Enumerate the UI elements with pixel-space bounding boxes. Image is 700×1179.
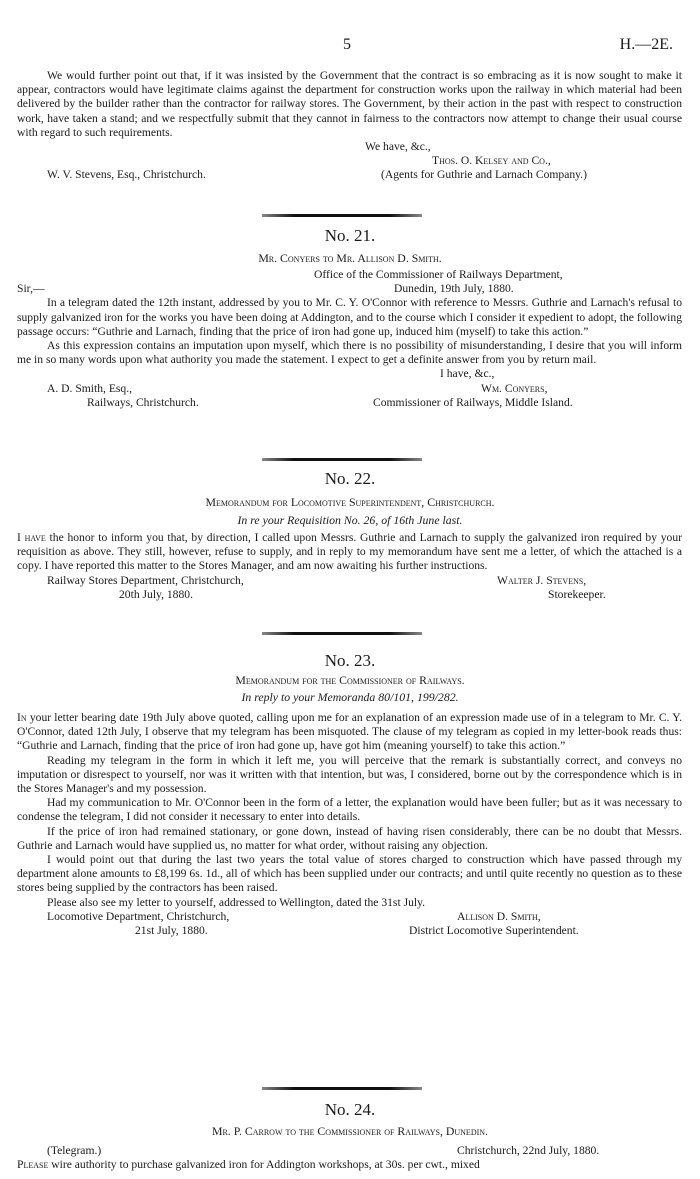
no22-place-row bbox=[17, 574, 682, 588]
no21-office-row bbox=[17, 268, 682, 282]
no23-para4: If the price of iron had remained stationary, or gone down, instead of having risen considerably, there can be no doubt that Messrs. Guthrie and Larnach would have supplied us, no matter for what order, without raising any objection. bbox=[17, 824, 682, 852]
no22-reference: In re your Requisition No. 26, of 16th June last. bbox=[237, 513, 463, 527]
no21-letter bbox=[17, 268, 682, 410]
intro-signer-role: (Agents for Guthrie and Larnach Company.) bbox=[381, 168, 587, 182]
no21-closing: I have, &c., bbox=[440, 367, 495, 381]
no23-body: your letter bearing date 19th July above quoted, calling upon me for an explanation of an expression made use of in a telegram to Mr. C. Y. O'Connor, dated 12th July, I observe that my telegram has been misquoted. The clause of my telegram as copied in my letter-book reads thus: “Guthrie and Larnach, finding that the price of iron had gone up, have got him (meaning yourself) to take this action.” bbox=[17, 711, 682, 753]
no23-para2: Reading my telegram in the form in which it left me, you will perceive that the remark is substantially correct, and conveys no imputation or disrespect to yourself, nor was it written with that intention, but was, I considered, borne out by the correspondence which is in the Stores Manager's and my possession. bbox=[17, 753, 682, 796]
no21-signer-role: Commissioner of Railways, Middle Island. bbox=[373, 395, 573, 409]
no21-title: No. 21. bbox=[324, 226, 376, 245]
no23-date-row bbox=[17, 924, 682, 938]
no23-title: No. 23. bbox=[324, 651, 376, 670]
no21-addressee-row bbox=[17, 382, 682, 396]
no24-body: wire authority to purchase galvanized iron for Addington workshops, at 30s. per cwt., mixed bbox=[51, 1158, 480, 1172]
no22-signer: Walter J. Stevens, bbox=[497, 573, 587, 587]
no21-date-row bbox=[17, 282, 682, 296]
no21-salutation: Sir,— bbox=[17, 282, 45, 296]
no22-date-row bbox=[17, 588, 682, 602]
intro-addressee: W. V. Stevens, Esq., Christchurch. bbox=[47, 168, 206, 182]
no24-header-row bbox=[17, 1144, 682, 1158]
no21-role-row bbox=[17, 396, 682, 410]
no22-subtitle: Memorandum for Locomotive Superintendent, Christchurch. bbox=[205, 495, 495, 509]
intro-signer: Thos. O. Kelsey and Co., bbox=[432, 154, 551, 168]
no22-memo bbox=[17, 531, 682, 602]
no23-subtitle: Memorandum for the Commissioner of Railways. bbox=[235, 673, 465, 687]
no22-date: 20th July, 1880. bbox=[119, 587, 193, 601]
no23-date: 21st July, 1880. bbox=[135, 924, 208, 938]
no22-paragraph bbox=[17, 531, 682, 574]
no21-para2: As this expression contains an imputation upon myself, which there is no possibility of misunderstanding, I desire that you will inform me in so many words upon what authority you made the statement. I expect to get a definite answer from you by return mail. bbox=[17, 338, 682, 367]
intro-signer-row bbox=[17, 154, 682, 168]
no23-para1 bbox=[17, 711, 682, 754]
no21-office: Office of the Commissioner of Railways Department, bbox=[314, 268, 563, 281]
no21-subtitle: Mr. Conyers to Mr. Allison D. Smith. bbox=[258, 251, 442, 265]
no24-telegram bbox=[17, 1144, 682, 1172]
intro-paragraph: We would further point out that, if it was insisted by the Government that the contract is so embracing as it is now sought to make it appear, contractors would have legitimate claims against the department for construction works upon the railway in which material had been delivered by the builder rather than the contractor for railway stores. The Government, by their action in the past with respect to construction work, have taken a stand; and we respectfully submit that they cannot in fairness to the contractors now attempt to change their usual course with regard to such requirements. bbox=[17, 69, 682, 139]
no21-addressee1: A. D. Smith, Esq., bbox=[47, 381, 133, 395]
no22-lead: I have bbox=[17, 531, 46, 544]
intro-closing: We have, &c., bbox=[365, 140, 431, 154]
no23-place: Locomotive Department, Christchurch, bbox=[47, 909, 230, 923]
section-divider bbox=[262, 214, 422, 217]
no24-date: Christchurch, 22nd July, 1880. bbox=[457, 1144, 600, 1157]
no24-subtitle: Mr. P. Carrow to the Commissioner of Railways, Dunedin. bbox=[211, 1124, 488, 1138]
no21-closing-row bbox=[17, 367, 682, 381]
no24-title: No. 24. bbox=[324, 1100, 376, 1119]
no21-date: Dunedin, 19th July, 1880. bbox=[394, 282, 514, 296]
no22-place: Railway Stores Department, Christchurch, bbox=[47, 573, 244, 587]
no23-para6: Please also see my letter to yourself, addressed to Wellington, dated the 31st July. bbox=[47, 895, 426, 909]
intro-addressee-row bbox=[17, 168, 682, 182]
no21-para1: In a telegram dated the 12th instant, addressed by you to Mr. C. Y. O'Connor with reference to Messrs. Guthrie and Larnach's refusal to supply galvanized iron for the works you have been doing at Addington, and to the course which I consider it expedient to adopt, the following passage occurs: “Guthrie and Larnach, finding that the price of iron had gone up, induced him (myself) to take this action.” bbox=[17, 296, 682, 338]
section-divider bbox=[262, 632, 422, 635]
intro-letter bbox=[17, 69, 682, 183]
no23-signer-role: District Locomotive Superintendent. bbox=[409, 924, 579, 938]
no23-signer: Allison D. Smith, bbox=[457, 909, 541, 923]
document-reference: H.—2E. bbox=[619, 36, 673, 53]
no21-signer: Wm. Conyers, bbox=[481, 381, 548, 395]
no24-line bbox=[17, 1158, 480, 1172]
no23-lead: In bbox=[17, 711, 27, 724]
no23-place-row bbox=[17, 910, 682, 924]
page-number: 5 bbox=[343, 36, 351, 53]
no24-kind: (Telegram.) bbox=[47, 1144, 102, 1157]
no23-para3: Had my communication to Mr. O'Connor been in the form of a letter, the explanation would have been fuller; but as it was necessary to condense the telegram, I did not consider it necessary to enter into details. bbox=[17, 796, 682, 824]
no23-memo bbox=[17, 711, 682, 938]
no23-reference: In reply to your Memoranda 80/101, 199/282. bbox=[241, 690, 459, 704]
no22-body: the honor to inform you that, by direction, I called upon Messrs. Guthrie and Larnach to supply the galvanized iron required by your requisition as above. They still, however, refuse to supply, and in reply to my memorandum have sent me a letter, of which the attached is a copy. I have reported this matter to the Stores Manager, and am now awaiting his further instructions. bbox=[17, 531, 682, 573]
no23-para5: I would point out that during the last two years the total value of stores charged to construction which have passed through my department alone amounts to £8,199 6s. 1d., all of which has been supplied under our contracts; and until quite recently no question as to these stores being supplied by the contractors has been raised. bbox=[17, 853, 682, 895]
no22-title: No. 22. bbox=[324, 469, 376, 488]
intro-closing-row bbox=[17, 140, 682, 154]
no21-addressee2: Railways, Christchurch. bbox=[87, 395, 199, 409]
no22-signer-role: Storekeeper. bbox=[548, 587, 606, 601]
section-divider bbox=[262, 458, 422, 461]
section-divider bbox=[262, 1087, 422, 1090]
no24-body-row bbox=[17, 1158, 682, 1172]
no24-lead: Please bbox=[17, 1158, 49, 1172]
